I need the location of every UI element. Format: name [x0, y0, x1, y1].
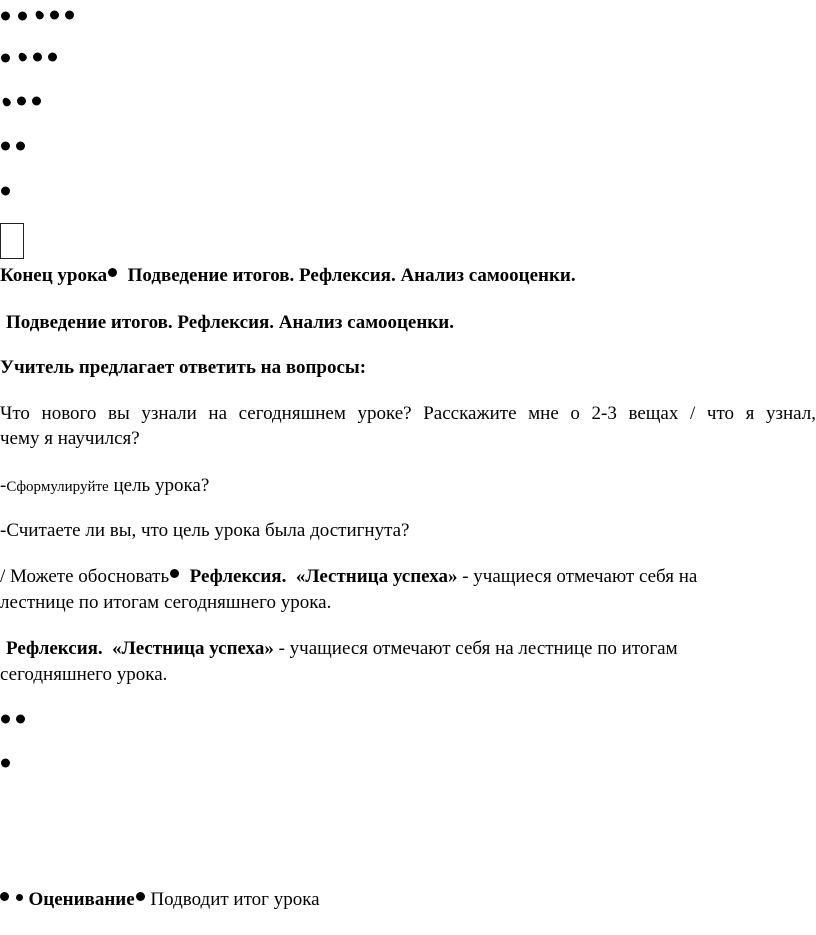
bullet-dot	[16, 894, 23, 901]
question-2	[0, 474, 209, 499]
bullet-dot	[48, 53, 57, 62]
teacher-prompt: Учитель предлагает ответить на вопросы:	[0, 357, 367, 378]
bullet-dot	[17, 97, 26, 106]
ladder-of-success-label: «Лестница успеха»	[112, 638, 274, 659]
bullet-dot	[1, 187, 10, 196]
bullet-dot	[136, 892, 145, 901]
question-1-line-1: Что нового вы узнали на сегодняшнем уроке? Расскажите мне о 2-3 вещах / что я узнал,	[0, 403, 816, 424]
reflection-line-1	[6, 637, 678, 661]
question-4-text: / Можете обосновать	[0, 566, 170, 587]
bullet-dot	[1, 96, 12, 108]
bullet-dot	[16, 142, 25, 151]
question-1-line-2: чему я научился?	[0, 428, 140, 449]
question-4-line-1	[0, 565, 697, 589]
bullet-dot	[17, 51, 28, 63]
end-of-lesson-heading	[0, 264, 576, 288]
bullet-dot	[0, 892, 9, 901]
empty-frame	[0, 223, 24, 259]
reflection-line-2: сегодняшнего урока.	[0, 664, 168, 685]
bullet-dot	[50, 11, 59, 20]
question-2-rest: цель урока?	[108, 475, 210, 496]
assessment-line	[0, 888, 320, 912]
summary-heading: Подведение итогов. Рефлексия. Анализ самооценки.	[127, 265, 576, 286]
bullet-dot	[18, 12, 27, 21]
bullet-dot	[65, 11, 74, 20]
bullet-dot	[33, 53, 42, 62]
reflection-label: Рефлексия.	[6, 638, 103, 659]
bullet-dot	[34, 9, 45, 21]
end-of-lesson-label: Конец урока	[0, 265, 108, 286]
bullet-dot	[1, 12, 10, 21]
bullet-dot	[1, 715, 10, 724]
question-4-rest: - учащиеся отмечают себя на	[457, 566, 698, 587]
reflection-label: Рефлексия.	[189, 566, 287, 587]
bullet-dot	[170, 569, 179, 578]
reflection-rest: - учащиеся отмечают себя на лестнице по итогам	[273, 638, 678, 659]
bullet-dot	[1, 142, 10, 151]
bullet-dot	[1, 759, 10, 768]
assessment-label: Оценивание	[28, 889, 135, 910]
question-2-verb: Сформулируйте	[6, 479, 109, 495]
bullet-dot	[108, 268, 117, 277]
question-3: -Считаете ли вы, что цель урока была достигнута?	[0, 520, 410, 541]
bullet-dot	[32, 97, 41, 106]
question-4-line-2: лестнице по итогам сегодняшнего урока.	[0, 592, 332, 613]
bullet-dot	[1, 54, 10, 63]
question-2-dash: -	[0, 475, 7, 496]
assessment-text: Подводит итог урока	[145, 889, 320, 910]
bullet-dot	[16, 715, 25, 724]
ladder-of-success-label: «Лестница успеха»	[295, 566, 458, 587]
summary-heading-repeat: Подведение итогов. Рефлексия. Анализ самооценки.	[6, 312, 454, 333]
